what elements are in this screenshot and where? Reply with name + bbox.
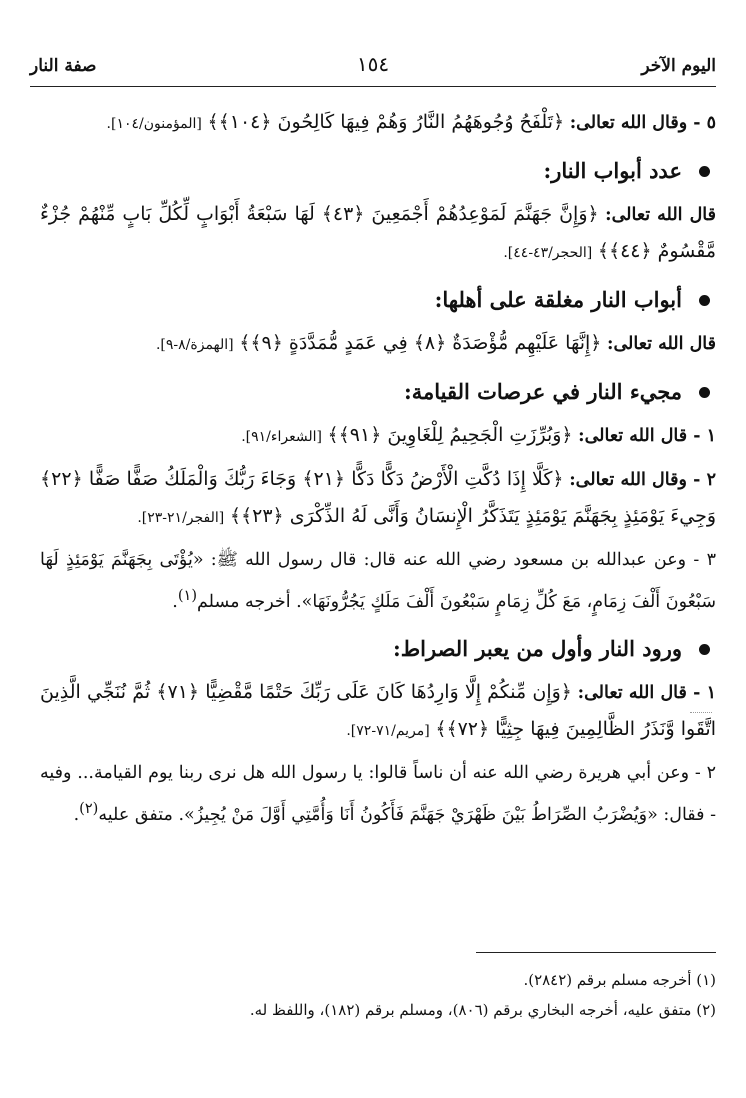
footnote-1: (١) أخرجه مسلم برقم (٢٨٤٢). (523, 971, 716, 989)
paragraph-fire-brought-2 (40, 461, 716, 536)
section-heading-fire-brought (40, 375, 716, 409)
footnote-divider (476, 952, 716, 953)
page-number: ١٥٤ (356, 52, 390, 76)
verse-reference: [الهمزة/٨-٩]. (155, 337, 234, 353)
footnote-marker: (١) (177, 587, 198, 604)
quran-verse: ﴿كَلَّا إِذَا دُكَّتِ الْأَرْضُ دَكًّا دَكًّا ﴿٢١﴾ وَجَاءَ رَبُّكَ وَالْمَلَكُ صَفًّا صَفًّا ﴿٢٢﴾ وَجِيءَ يَوْمَئِذٍ بِجَهَنَّمَ يَوْمَئِذٍ يَتَذَكَّرُ الْإِنسَانُ وَأَنَّى لَهُ الذِّكْرَى ﴿٢٣﴾﴾ (40, 468, 716, 527)
paragraph-lead: ٢ - وقال الله تعالى: (569, 470, 716, 490)
verse-reference: [مريم/٧١-٧٢]. (346, 722, 430, 739)
quran-verse: ﴿وَإِن مِّنكُمْ إِلَّا وَارِدُهَا كَانَ عَلَى رَبِّكَ حَتْمًا مَّقْضِيًّا ﴿٧١﴾ ثُمَّ نُنَجِّي الَّذِينَ اتَّقَوا وَّنَذَرُ الظَّالِمِينَ فِيهَا جِثِيًّا ﴿٧٢﴾﴾ (40, 680, 716, 740)
section-title: مجيء النار في عرصات القيامة: (403, 379, 682, 404)
paragraph-fire-brought-1 (40, 417, 716, 455)
footnotes (40, 965, 716, 1025)
section-title: عدد أبواب النار: (543, 158, 682, 183)
section-title: أبواب النار مغلقة على أهلها: (434, 287, 682, 312)
section-heading-crossing (40, 632, 716, 666)
quran-verse: ﴿إِنَّهَا عَلَيْهِم مُّؤْصَدَةٌ ﴿٨﴾ فِي عَمَدٍ مُّمَدَّدَةٍ ﴿٩﴾﴾ (239, 332, 602, 354)
header-section-title: صفة النار (30, 56, 97, 76)
page-header (30, 52, 716, 87)
paragraph-lead: ١ - قال الله تعالى: (577, 682, 716, 703)
page-body (40, 104, 716, 839)
section-title: ورود النار وأول من يعبر الصراط: (393, 635, 682, 661)
hadith-text: ٢ - وعن أبي هريرة رضي الله عنه أن ناساً قالوا: يا رسول الله هل نرى ربنا يوم القيامة... وفيه - فقال: «وَيُضْرَبُ الصِّرَاطُ بَيْنَ ظَهْرَيْ جَهَنَّمَ فَأَكُونُ أَنَا وَأُمَّتِي أَوَّلَ مَنْ يُجِيزُ». متفق عليه (40, 762, 716, 825)
footnote-2: (٢) متفق عليه، أخرجه البخاري برقم (٨٠٦)، ومسلم برقم (١٨٢)، واللفظ له. (249, 1001, 716, 1019)
paragraph-lead: ٥ - وقال الله تعالى: (569, 113, 716, 133)
bullet-icon (699, 166, 710, 177)
margin-scan-mark (690, 712, 712, 719)
quran-verse: ﴿تَلْفَحُ وُجُوهَهُمُ النَّارُ وَهُمْ فِيهَا كَالِحُونَ ﴿١٠٤﴾﴾ (207, 111, 565, 133)
verse-reference: [الحجر/٤٣-٤٤]. (503, 245, 593, 261)
paragraph-gates-count (40, 196, 716, 271)
paragraph-5 (40, 104, 716, 142)
paragraph-gates-closed (40, 325, 716, 363)
footnote-marker: (٢) (79, 799, 99, 817)
verse-reference: [الفجر/٢١-٢٣]. (137, 510, 225, 526)
verse-reference: [المؤمنون/١٠٤]. (106, 116, 202, 132)
bullet-icon (699, 644, 710, 655)
section-heading-gates-count (40, 154, 716, 188)
section-heading-gates-closed (40, 283, 716, 317)
paragraph-lead: قال الله تعالى: (605, 205, 716, 225)
paragraph-crossing-2: ٢ - وعن أبي هريرة رضي الله عنه أن ناساً قالوا: يا رسول الله هل نرى ربنا يوم القيامة... وفيه - فقال: «وَيُضْرَبُ الصِّرَاطُ بَيْنَ ظَهْرَيْ جَهَنَّمَ فَأَكُونُ أَنَا وَأُمَّتِي أَوَّلَ مَنْ يُجِيزُ». متفق عليه$^{(٢)}$. (40, 762, 716, 825)
header-chapter-title: اليوم الآخر (641, 56, 716, 76)
quran-verse: ﴿وَإِنَّ جَهَنَّمَ لَمَوْعِدُهُمْ أَجْمَعِينَ ﴿٤٣﴾ لَهَا سَبْعَةُ أَبْوَابٍ لِّكُلِّ بَابٍ مِّنْهُمْ جُزْءٌ مَّقْسُومٌ ﴿٤٤﴾﴾ (40, 203, 716, 262)
quran-verse: ﴿وَبُرِّزَتِ الْجَحِيمُ لِلْغَاوِينَ ﴿٩١﴾﴾ (327, 424, 573, 446)
bullet-icon (699, 387, 710, 398)
paragraph-lead: قال الله تعالى: (607, 334, 716, 354)
hadith-text: ٣ - وعن عبدالله بن مسعود رضي الله عنه قال: قال رسول الله ﷺ: «يُؤْتَى بِجَهَنَّمَ يَوْمَئِذٍ لَهَا سَبْعُونَ أَلْفَ زِمَامٍ، مَعَ كُلِّ زِمَامٍ سَبْعُونَ أَلْفَ مَلَكٍ يَجُرُّونَهَا». أخرجه مسلم (40, 550, 716, 612)
paragraph-fire-brought-3: ٣ - وعن عبدالله بن مسعود رضي الله عنه قال: قال رسول الله ﷺ: «يُؤْتَى بِجَهَنَّمَ يَوْمَئِذٍ لَهَا سَبْعُونَ أَلْفَ زِمَامٍ، مَعَ كُلِّ زِمَامٍ سَبْعُونَ أَلْفَ مَلَكٍ يَجُرُّونَهَا». أخرجه مسلم$^{(١)}$. (40, 550, 716, 612)
bullet-icon (699, 295, 710, 306)
verse-reference: [الشعراء/٩١]. (241, 429, 322, 445)
paragraph-crossing-1 (40, 674, 716, 749)
paragraph-lead: ١ - قال الله تعالى: (578, 426, 716, 446)
